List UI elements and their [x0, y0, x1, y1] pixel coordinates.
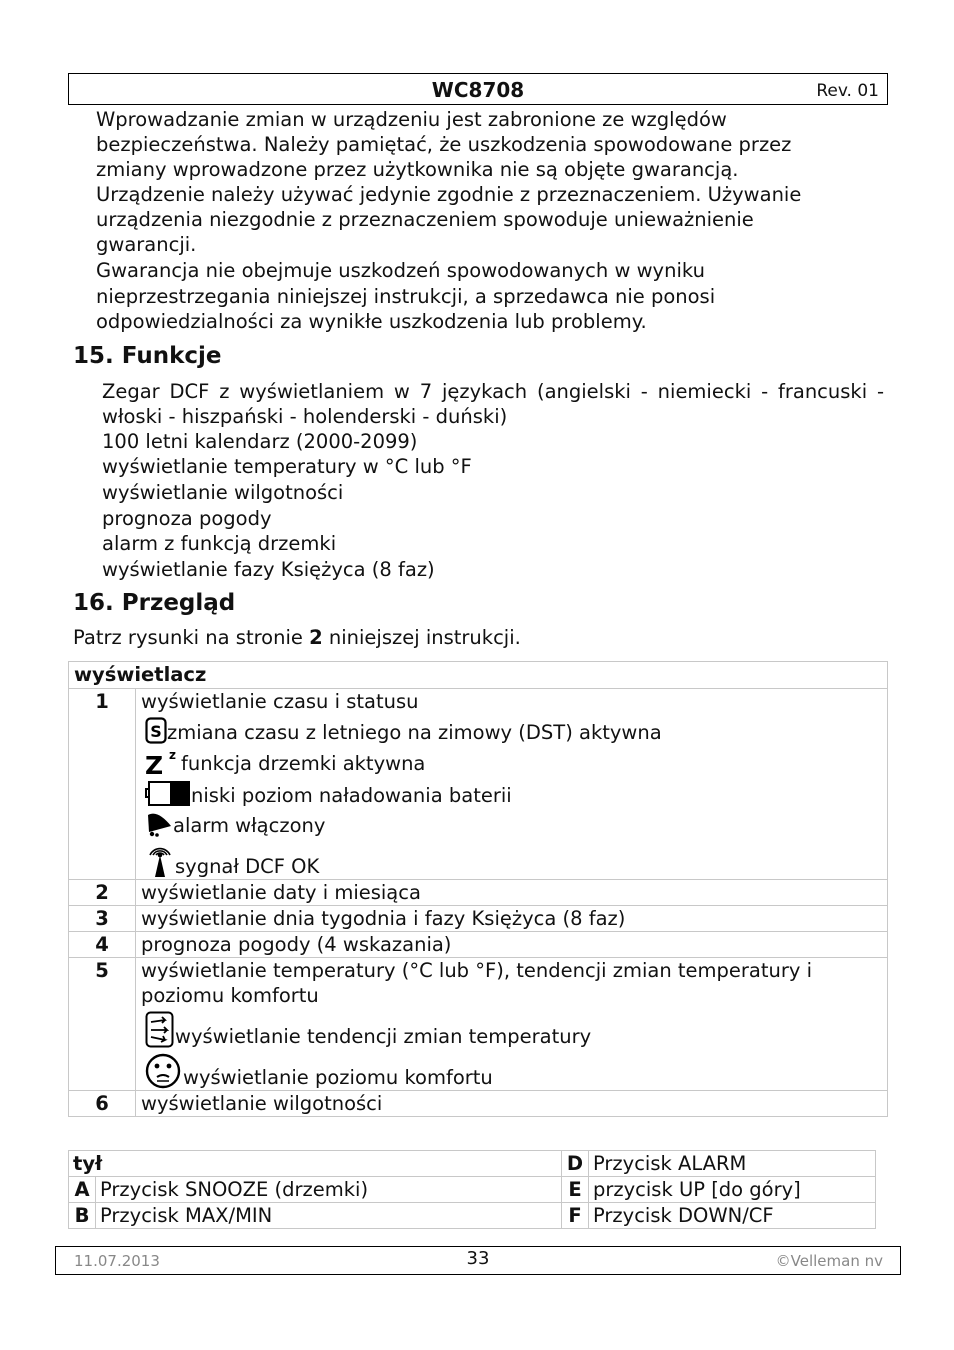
model-number: WC8708	[431, 78, 525, 102]
page-footer	[55, 1246, 901, 1275]
table-header-row	[69, 662, 888, 689]
indicator-dst: S zmiana czasu z letniego na zimowy (DST) aktywna	[145, 714, 882, 745]
intro-line: Gwarancja nie obejmuje uszkodzeń spowodowanych w wyniku	[96, 259, 705, 282]
button-label: Przycisk ALARM	[589, 1151, 876, 1177]
row-description: wyświetlanie temperatury (°C lub °F), tendencji zmian temperatury i poziomu komfortu wyświetlanie tendencji zmian temperatury wyświetlanie poziomu komfortu	[136, 958, 888, 1091]
figure-reference: Patrz rysunki na stronie 2 niniejszej instrukcji.	[73, 626, 521, 649]
table-row	[69, 1091, 888, 1117]
feature-item: wyświetlanie wilgotności	[102, 481, 344, 504]
intro-line: zmiany wprowadzone przez użytkownika nie są objęte gwarancją.	[96, 158, 739, 181]
intro-line: bezpieczeństwa. Należy pamiętać, że uszkodzenia spowodowane przez	[96, 133, 792, 156]
row-description: wyświetlanie daty i miesiąca	[136, 880, 888, 906]
svg-text:z: z	[169, 748, 176, 762]
button-key: B	[69, 1203, 96, 1229]
row-number: 3	[69, 906, 136, 932]
row-number: 5	[69, 958, 136, 1091]
comfort-face-icon	[145, 1052, 183, 1090]
trend-icon	[145, 1011, 175, 1049]
display-table	[68, 661, 888, 1117]
feature-item: alarm z funkcją drzemki	[102, 532, 337, 555]
row-number: 1	[69, 689, 136, 880]
antenna-icon	[145, 841, 175, 879]
back-panel-table	[68, 1150, 876, 1229]
row-description: wyświetlanie czasu i statusu S zmiana czasu z letniego na zimowy (DST) aktywna Z z funkcja drzemki aktywna niski poziom naładowania baterii alarm włączony sygnał DCF OK	[136, 689, 888, 880]
indicator-dcf: sygnał DCF OK	[145, 838, 882, 879]
button-key: D	[562, 1151, 589, 1177]
dst-icon	[145, 717, 167, 745]
table-header: wyświetlacz	[69, 662, 888, 689]
figure-page-number: 2	[309, 626, 323, 649]
button-label: Przycisk SNOOZE (drzemki)	[96, 1177, 562, 1203]
table-header: tył	[69, 1151, 562, 1177]
indicator-comfort: wyświetlanie poziomu komfortu	[145, 1049, 882, 1090]
row-number: 6	[69, 1091, 136, 1117]
row-number: 4	[69, 932, 136, 958]
svg-text:S: S	[150, 722, 162, 741]
button-label: przycisk UP [do góry]	[589, 1177, 876, 1203]
section-heading-functions: 15. Funkcje	[73, 343, 222, 369]
table-row	[69, 958, 888, 1091]
row-description: prognoza pogody (4 wskazania)	[136, 932, 888, 958]
table-row	[69, 932, 888, 958]
battery-icon	[145, 780, 191, 808]
indicator-battery: niski poziom naładowania baterii	[145, 776, 882, 808]
feature-item: prognoza pogody	[102, 507, 272, 530]
table-row	[69, 880, 888, 906]
indicator-trend: wyświetlanie tendencji zmian temperatury	[145, 1008, 882, 1049]
footer-copyright: ©Velleman nv	[775, 1252, 883, 1270]
intro-line: gwarancji.	[96, 233, 197, 256]
page-header	[68, 73, 888, 105]
revision-label: Rev. 01	[816, 81, 879, 101]
footer-date: 11.07.2013	[74, 1252, 160, 1270]
button-key: E	[562, 1177, 589, 1203]
feature-item: wyświetlanie temperatury w °C lub °F	[102, 455, 472, 478]
intro-line: Urządzenie należy używać jedynie zgodnie z przeznaczeniem. Używanie	[96, 183, 802, 206]
page-number: 33	[466, 1248, 490, 1269]
table-row	[69, 1203, 876, 1229]
indicator-alarm: alarm włączony	[145, 808, 882, 838]
feature-item: 100 letni kalendarz (2000-2099)	[102, 430, 418, 453]
button-label: Przycisk DOWN/CF	[589, 1203, 876, 1229]
intro-line: Wprowadzanie zmian w urządzeniu jest zabronione ze względów	[96, 108, 727, 131]
intro-line: urządzenia niezgodnie z przeznaczeniem spowoduje unieważnienie	[96, 208, 754, 231]
snooze-icon	[145, 748, 181, 776]
indicator-snooze: Z z funkcja drzemki aktywna	[145, 745, 882, 776]
section-heading-overview: 16. Przegląd	[73, 590, 236, 616]
feature-item: wyświetlanie fazy Księżyca (8 faz)	[102, 558, 435, 581]
button-label: Przycisk MAX/MIN	[96, 1203, 562, 1229]
button-key: A	[69, 1177, 96, 1203]
table-row	[69, 906, 888, 932]
row-description: wyświetlanie dnia tygodnia i fazy Księżyca (8 faz)	[136, 906, 888, 932]
table-row	[69, 689, 888, 880]
bell-icon	[145, 810, 173, 838]
row-description: wyświetlanie wilgotności	[136, 1091, 888, 1117]
table-row	[69, 1177, 876, 1203]
intro-line: odpowiedzialności za wynikłe uszkodzenia lub problemy.	[96, 310, 647, 333]
row-number: 2	[69, 880, 136, 906]
feature-item: Zegar DCF z wyświetlaniem w 7 językach (angielski - niemiecki - francuski - włoski - hiszpański - holenderski - duński)	[102, 380, 884, 428]
svg-text:Z: Z	[145, 751, 164, 776]
table-row	[69, 1151, 876, 1177]
button-key: F	[562, 1203, 589, 1229]
intro-line: nieprzestrzegania niniejszej instrukcji, a sprzedawca nie ponosi	[96, 285, 716, 308]
